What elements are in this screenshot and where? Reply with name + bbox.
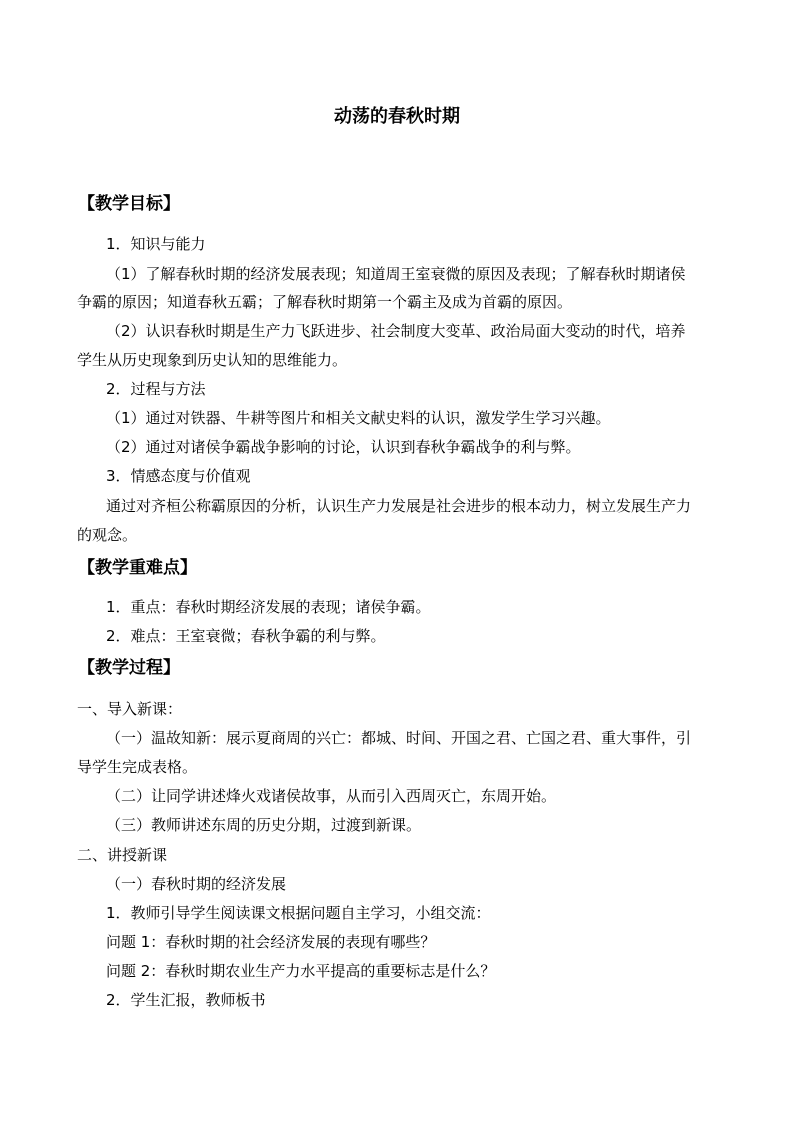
paragraph-line: 争霸的原因；知道春秋五霸；了解春秋时期第一个霸主及成为首霸的原因。: [77, 293, 573, 311]
paragraph-line: 2．学生汇报，教师板书: [106, 991, 266, 1009]
paragraph-line: （一）春秋时期的经济发展: [106, 875, 287, 893]
section-heading-objectives: 【教学目标】: [78, 194, 180, 214]
paragraph-line: （1）了解春秋时期的经济发展表现；知道周王室衰微的原因及表现；了解春秋时期诸侯: [106, 265, 686, 283]
section-heading-key-points: 【教学重难点】: [78, 558, 197, 578]
paragraph-line: 1．教师引导学生阅读课文根据问题自主学习，小组交流：: [106, 904, 491, 922]
paragraph-line: 1．重点：春秋时期经济发展的表现；诸侯争霸。: [106, 598, 431, 616]
paragraph-line: 二、讲授新课: [77, 846, 168, 864]
paragraph-line: （1）通过对铁器、牛耕等图片和相关文献史料的认识，激发学生学习兴趣。: [106, 409, 611, 427]
paragraph-line: （2）认识春秋时期是生产力飞跃进步、社会制度大变革、政治局面大变动的时代，培养: [106, 322, 686, 340]
paragraph-line: 一、导入新课：: [77, 700, 183, 718]
paragraph-line: 学生从历史现象到历史认知的思维能力。: [77, 351, 348, 369]
paragraph-line: （一）温故知新：展示夏商周的兴亡：都城、时间、开国之君、亡国之君、重大事件，引: [106, 729, 692, 747]
section-heading-process: 【教学过程】: [78, 658, 180, 678]
paragraph-line: 3．情感态度与价值观: [106, 467, 251, 485]
paragraph-line: 导学生完成表格。: [77, 758, 198, 776]
paragraph-line: （二）让同学讲述烽火戏诸侯故事，从而引入西周灭亡，东周开始。: [106, 787, 557, 805]
paragraph-line: 问题 1：春秋时期的社会经济发展的表现有哪些？: [106, 933, 436, 951]
document-title: 动荡的春秋时期: [334, 106, 460, 127]
paragraph-line: 2．过程与方法: [106, 380, 206, 398]
paragraph-line: 通过对齐桓公称霸原因的分析，认识生产力发展是社会进步的根本动力，树立发展生产力: [106, 497, 692, 515]
paragraph-line: （2）通过对诸侯争霸战争影响的讨论，认识到春秋争霸战争的利与弊。: [106, 438, 581, 456]
paragraph-line: 1．知识与能力: [106, 235, 206, 253]
paragraph-line: （三）教师讲述东周的历史分期，过渡到新课。: [106, 816, 422, 834]
paragraph-line: 2．难点：王室衰微；春秋争霸的利与弊。: [106, 627, 386, 645]
paragraph-line: 问题 2：春秋时期农业生产力水平提高的重要标志是什么？: [106, 962, 496, 980]
paragraph-line: 的观念。: [77, 526, 138, 544]
